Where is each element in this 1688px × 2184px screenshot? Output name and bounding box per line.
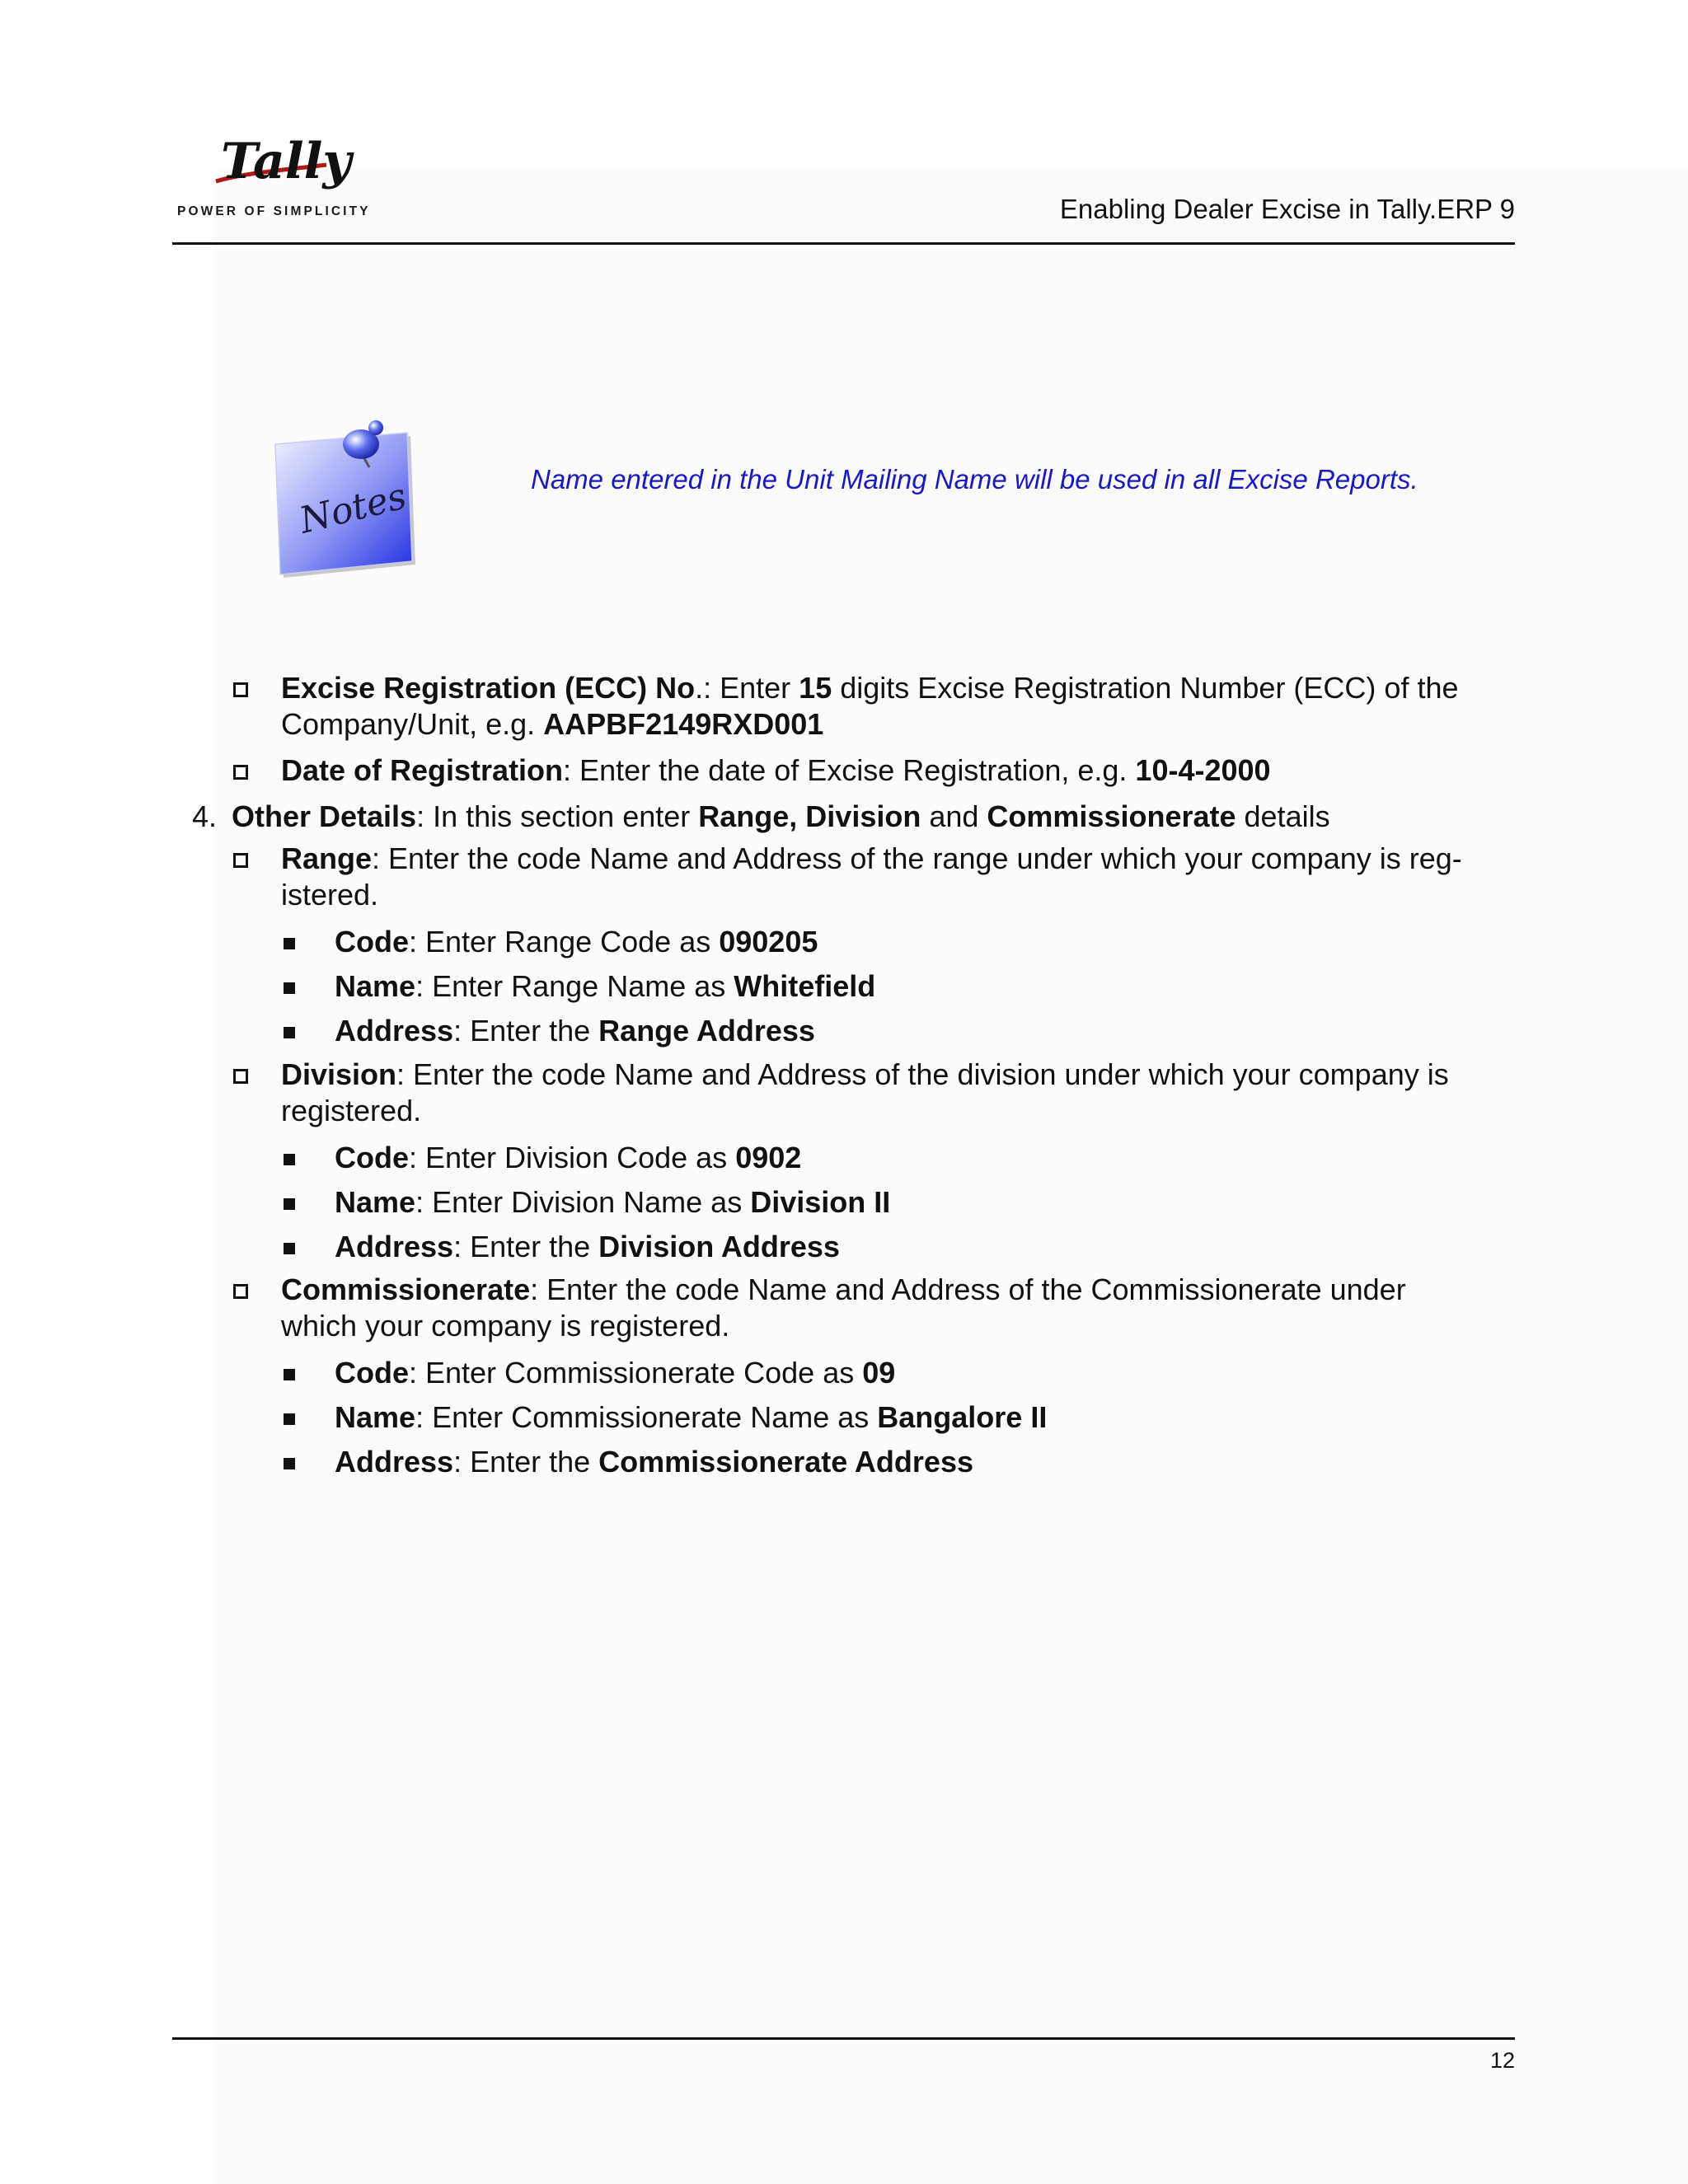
division-line-1 [281, 1057, 1449, 1093]
range-code-item [335, 924, 818, 960]
ecc-line-1 [281, 670, 1459, 706]
other-text: : In this section enter [416, 799, 699, 833]
range-line-1 [281, 841, 1462, 877]
filled-square-bullet [284, 982, 295, 994]
item-value: Whitefield [734, 969, 876, 1003]
logo-wordmark: Tally [221, 133, 352, 190]
item-text: : Enter Range Name as [415, 969, 734, 1003]
notes-icon [270, 416, 427, 581]
range-line-2: istered. [281, 878, 379, 912]
ecc-text-2: digits Excise Registration Number (ECC) of the [832, 671, 1459, 705]
item-value: 09 [862, 1356, 896, 1390]
item-label: Address [335, 1230, 454, 1263]
ecc-label: Excise Registration (ECC) No [281, 671, 696, 705]
filled-square-bullet [284, 1458, 295, 1469]
dor-example: 10-4-2000 [1135, 753, 1271, 787]
commissionerate-line-2: which your company is registered. [281, 1309, 730, 1343]
commissionerate-line-1 [281, 1272, 1406, 1308]
item-label: Name [335, 969, 416, 1003]
item-text: : Enter Range Code as [409, 925, 720, 958]
hollow-square-bullet [233, 765, 248, 780]
range-address-item [335, 1013, 815, 1049]
item-label: Code [335, 1356, 409, 1390]
ecc-example: AAPBF2149RXD001 [543, 707, 824, 741]
tally-logo [175, 132, 373, 223]
footer-rule [172, 2037, 1515, 2040]
other-details-line [232, 799, 1330, 835]
filled-square-bullet [284, 1154, 295, 1165]
item-text: : Enter Commissionerate Code as [409, 1356, 863, 1390]
commissionerate-label: Commissionerate [281, 1272, 531, 1306]
division-label: Division [281, 1057, 397, 1091]
ecc-line-2 [281, 706, 823, 743]
item-label: Name [335, 1400, 416, 1434]
division-name-item [335, 1184, 890, 1221]
hollow-square-bullet [233, 1069, 248, 1084]
dor-line [281, 752, 1271, 789]
other-bold-2: Commissionerate [987, 799, 1236, 833]
item-text: : Enter Division Code as [409, 1141, 736, 1174]
item-text: : Enter Commissionerate Name as [415, 1400, 878, 1434]
item-text: : Enter Division Name as [415, 1185, 751, 1219]
division-line-2: registered. [281, 1094, 422, 1127]
commissionerate-code-item [335, 1355, 895, 1391]
notes-label: Notes [295, 475, 411, 542]
note-text: Name entered in the Unit Mailing Name will be used in all Excise Reports. [531, 464, 1418, 494]
list-number: 4. [192, 799, 218, 833]
filled-square-bullet [284, 1413, 295, 1425]
commissionerate-address-item [335, 1444, 973, 1480]
item-text: : Enter the [453, 1014, 599, 1047]
item-text: : Enter the [453, 1445, 599, 1479]
item-label: Name [335, 1185, 416, 1219]
other-text-3: details [1236, 799, 1330, 833]
item-value: Bangalore II [877, 1400, 1048, 1434]
item-value: 0902 [735, 1141, 802, 1174]
item-value: Commissionerate Address [598, 1445, 973, 1479]
range-label: Range [281, 841, 373, 875]
range-text: : Enter the code Name and Address of the range under which your company is reg- [372, 841, 1462, 875]
item-value: 090205 [719, 925, 818, 958]
other-text-2: and [921, 799, 987, 833]
item-value: Division II [750, 1185, 891, 1219]
dor-label: Date of Registration [281, 753, 564, 787]
item-label: Code [335, 925, 409, 958]
filled-square-bullet [284, 1369, 295, 1380]
item-value: Range Address [598, 1014, 815, 1047]
filled-square-bullet [284, 1027, 295, 1038]
other-label: Other Details [232, 799, 417, 833]
tally-logo-mark [211, 132, 352, 194]
other-bold-1: Range, Division [698, 799, 921, 833]
hollow-square-bullet [233, 1284, 248, 1299]
item-value: Division Address [598, 1230, 840, 1263]
hollow-square-bullet [233, 853, 248, 868]
page-number: 12 [1489, 2048, 1515, 2073]
filled-square-bullet [284, 1198, 295, 1210]
item-text: : Enter the [453, 1230, 599, 1263]
ecc-digits: 15 [799, 671, 832, 705]
range-name-item [335, 968, 875, 1005]
division-code-item [335, 1140, 801, 1176]
filled-square-bullet [284, 938, 295, 949]
division-text: : Enter the code Name and Address of the division under which your company is [396, 1057, 1449, 1091]
dor-text: : Enter the date of Excise Registration, e.g. [563, 753, 1136, 787]
item-label: Code [335, 1141, 409, 1174]
item-label: Address [335, 1445, 454, 1479]
division-address-item [335, 1229, 840, 1265]
header-title: Enabling Dealer Excise in Tally.ERP 9 [1059, 194, 1515, 224]
logo-tagline: POWER OF SIMPLICITY [177, 204, 371, 218]
header-rule [172, 242, 1515, 245]
ecc-text: .: Enter [695, 671, 799, 705]
commissionerate-name-item [335, 1399, 1047, 1436]
hollow-square-bullet [233, 682, 248, 697]
ecc-text-3: Company/Unit, e.g. [281, 707, 544, 741]
commissionerate-text: : Enter the code Name and Address of the Commissionerate under [530, 1272, 1406, 1306]
filled-square-bullet [284, 1243, 295, 1254]
item-label: Address [335, 1014, 454, 1047]
